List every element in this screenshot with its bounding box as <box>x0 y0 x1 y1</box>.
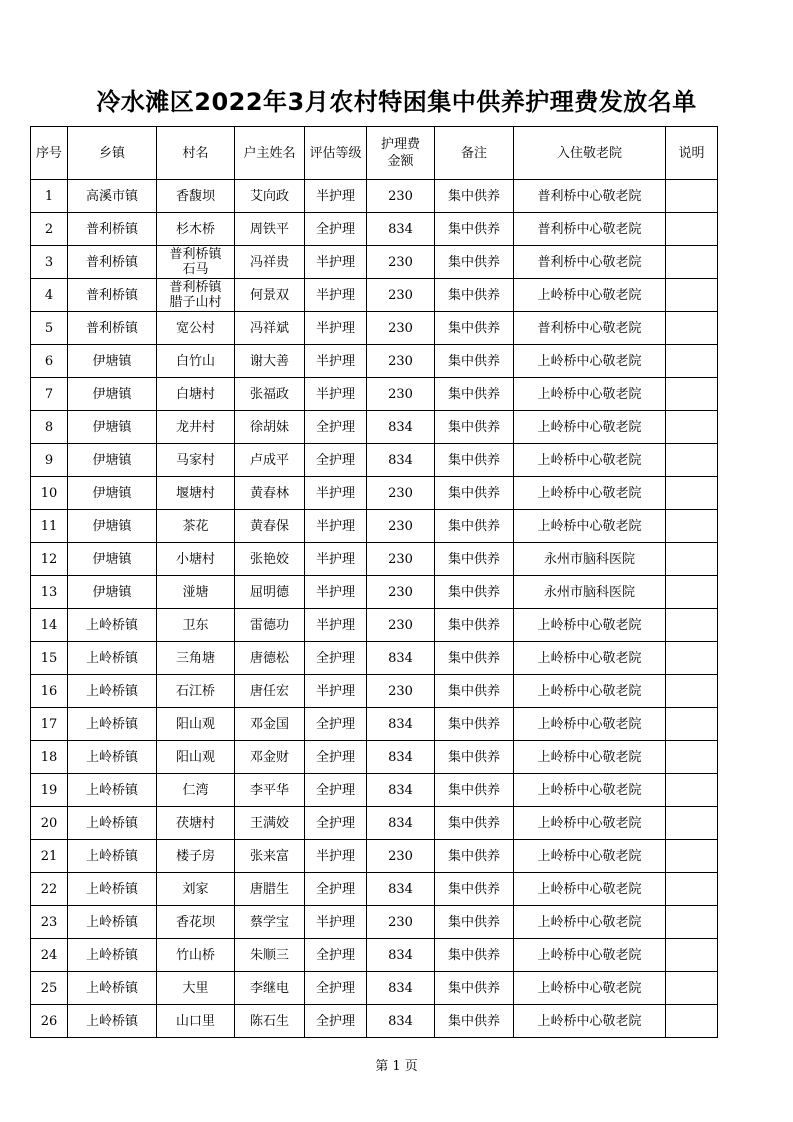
cell-householder: 唐腊生 <box>235 873 305 906</box>
cell-village: 楼子房 <box>157 840 235 873</box>
cell-care-home: 上岭桥中心敬老院 <box>514 873 666 906</box>
cell-householder: 蔡学宝 <box>235 906 305 939</box>
cell-assessment-level: 全护理 <box>305 411 367 444</box>
cell-village: 宽公村 <box>157 312 235 345</box>
cell-remarks: 集中供养 <box>435 1005 514 1038</box>
header-care-home: 入住敬老院 <box>514 127 666 180</box>
header-township: 乡镇 <box>68 127 157 180</box>
cell-village: 白竹山 <box>157 345 235 378</box>
cell-householder: 李继电 <box>235 972 305 1005</box>
cell-village: 阳山观 <box>157 708 235 741</box>
cell-township: 上岭桥镇 <box>68 972 157 1005</box>
table-row <box>31 444 718 477</box>
cell-assessment-level: 半护理 <box>305 477 367 510</box>
cell-notes <box>666 774 718 807</box>
cell-notes <box>666 213 718 246</box>
cell-assessment-level: 半护理 <box>305 906 367 939</box>
cell-care-home: 上岭桥中心敬老院 <box>514 774 666 807</box>
cell-index: 2 <box>31 213 68 246</box>
table-row <box>31 609 718 642</box>
cell-township: 上岭桥镇 <box>68 807 157 840</box>
cell-township: 上岭桥镇 <box>68 609 157 642</box>
cell-remarks: 集中供养 <box>435 378 514 411</box>
cell-index: 5 <box>31 312 68 345</box>
cell-householder: 李平华 <box>235 774 305 807</box>
cell-care-fee: 230 <box>367 543 435 576</box>
cell-notes <box>666 906 718 939</box>
cell-care-fee: 834 <box>367 642 435 675</box>
cell-township: 伊塘镇 <box>68 477 157 510</box>
cell-notes <box>666 972 718 1005</box>
cell-township: 普利桥镇 <box>68 279 157 312</box>
cell-village: 卫东 <box>157 609 235 642</box>
cell-remarks: 集中供养 <box>435 312 514 345</box>
cell-assessment-level: 半护理 <box>305 609 367 642</box>
cell-notes <box>666 477 718 510</box>
cell-assessment-level: 全护理 <box>305 708 367 741</box>
table-row <box>31 840 718 873</box>
cell-remarks: 集中供养 <box>435 642 514 675</box>
cell-householder: 黄春保 <box>235 510 305 543</box>
table-row <box>31 1005 718 1038</box>
header-householder: 户主姓名 <box>235 127 305 180</box>
cell-notes <box>666 180 718 213</box>
page-title: 冷水滩区2022年3月农村特困集中供养护理费发放名单 <box>96 88 697 116</box>
cell-householder: 冯祥斌 <box>235 312 305 345</box>
cell-township: 伊塘镇 <box>68 411 157 444</box>
cell-township: 普利桥镇 <box>68 246 157 279</box>
cell-index: 8 <box>31 411 68 444</box>
cell-index: 14 <box>31 609 68 642</box>
cell-remarks: 集中供养 <box>435 675 514 708</box>
cell-remarks: 集中供养 <box>435 411 514 444</box>
cell-township: 伊塘镇 <box>68 345 157 378</box>
cell-care-home: 上岭桥中心敬老院 <box>514 939 666 972</box>
cell-assessment-level: 全护理 <box>305 873 367 906</box>
cell-notes <box>666 279 718 312</box>
table-row <box>31 312 718 345</box>
cell-care-fee: 230 <box>367 609 435 642</box>
table-row <box>31 774 718 807</box>
cell-care-home: 上岭桥中心敬老院 <box>514 840 666 873</box>
cell-remarks: 集中供养 <box>435 906 514 939</box>
table-body <box>31 180 718 1038</box>
cell-care-fee: 230 <box>367 510 435 543</box>
cell-assessment-level: 全护理 <box>305 972 367 1005</box>
cell-index: 3 <box>31 246 68 279</box>
cell-householder: 何景双 <box>235 279 305 312</box>
table-row <box>31 510 718 543</box>
cell-care-fee: 230 <box>367 906 435 939</box>
cell-index: 16 <box>31 675 68 708</box>
cell-assessment-level: 全护理 <box>305 1005 367 1038</box>
cell-notes <box>666 807 718 840</box>
cell-remarks: 集中供养 <box>435 576 514 609</box>
cell-care-fee: 230 <box>367 246 435 279</box>
table-row <box>31 873 718 906</box>
cell-village: 刘家 <box>157 873 235 906</box>
cell-householder: 邓金财 <box>235 741 305 774</box>
cell-notes <box>666 378 718 411</box>
cell-village: 普利桥镇 石马 <box>157 246 235 279</box>
cell-householder: 周铁平 <box>235 213 305 246</box>
cell-householder: 雷德功 <box>235 609 305 642</box>
cell-householder: 卢成平 <box>235 444 305 477</box>
table-row <box>31 741 718 774</box>
cell-index: 10 <box>31 477 68 510</box>
cell-notes <box>666 840 718 873</box>
cell-notes <box>666 708 718 741</box>
cell-care-fee: 230 <box>367 675 435 708</box>
cell-notes <box>666 1005 718 1038</box>
cell-assessment-level: 全护理 <box>305 939 367 972</box>
cell-care-fee: 834 <box>367 411 435 444</box>
cell-care-home: 上岭桥中心敬老院 <box>514 378 666 411</box>
cell-notes <box>666 741 718 774</box>
cell-township: 上岭桥镇 <box>68 1005 157 1038</box>
cell-index: 22 <box>31 873 68 906</box>
cell-notes <box>666 345 718 378</box>
cell-index: 17 <box>31 708 68 741</box>
cell-village: 龙井村 <box>157 411 235 444</box>
cell-care-fee: 834 <box>367 774 435 807</box>
cell-village: 三角塘 <box>157 642 235 675</box>
cell-notes <box>666 642 718 675</box>
cell-index: 12 <box>31 543 68 576</box>
cell-notes <box>666 939 718 972</box>
cell-remarks: 集中供养 <box>435 279 514 312</box>
cell-care-home: 永州市脑科医院 <box>514 576 666 609</box>
cell-care-fee: 834 <box>367 741 435 774</box>
cell-householder: 艾向政 <box>235 180 305 213</box>
cell-householder: 谢大善 <box>235 345 305 378</box>
table-row <box>31 972 718 1005</box>
cell-householder: 邓金国 <box>235 708 305 741</box>
header-village: 村名 <box>157 127 235 180</box>
cell-care-home: 上岭桥中心敬老院 <box>514 444 666 477</box>
cell-township: 伊塘镇 <box>68 444 157 477</box>
cell-care-home: 上岭桥中心敬老院 <box>514 906 666 939</box>
cell-township: 普利桥镇 <box>68 213 157 246</box>
cell-care-home: 普利桥中心敬老院 <box>514 312 666 345</box>
cell-care-fee: 230 <box>367 378 435 411</box>
cell-village: 石江桥 <box>157 675 235 708</box>
cell-householder: 黄春林 <box>235 477 305 510</box>
cell-remarks: 集中供养 <box>435 477 514 510</box>
cell-care-home: 上岭桥中心敬老院 <box>514 510 666 543</box>
cell-care-home: 上岭桥中心敬老院 <box>514 675 666 708</box>
table-row <box>31 642 718 675</box>
cell-assessment-level: 半护理 <box>305 246 367 279</box>
cell-care-home: 上岭桥中心敬老院 <box>514 609 666 642</box>
cell-notes <box>666 609 718 642</box>
cell-village: 大里 <box>157 972 235 1005</box>
cell-township: 上岭桥镇 <box>68 708 157 741</box>
cell-township: 伊塘镇 <box>68 510 157 543</box>
cell-township: 上岭桥镇 <box>68 873 157 906</box>
cell-index: 26 <box>31 1005 68 1038</box>
cell-care-home: 普利桥中心敬老院 <box>514 180 666 213</box>
cell-householder: 屈明德 <box>235 576 305 609</box>
table-row <box>31 543 718 576</box>
cell-householder: 王满姣 <box>235 807 305 840</box>
cell-assessment-level: 全护理 <box>305 642 367 675</box>
cell-village: 小塘村 <box>157 543 235 576</box>
table-row <box>31 477 718 510</box>
care-fee-table <box>30 126 718 1038</box>
cell-notes <box>666 411 718 444</box>
cell-householder: 唐德松 <box>235 642 305 675</box>
cell-index: 23 <box>31 906 68 939</box>
cell-householder: 张福政 <box>235 378 305 411</box>
cell-index: 9 <box>31 444 68 477</box>
cell-assessment-level: 全护理 <box>305 213 367 246</box>
cell-remarks: 集中供养 <box>435 213 514 246</box>
cell-township: 上岭桥镇 <box>68 840 157 873</box>
cell-care-fee: 834 <box>367 708 435 741</box>
cell-village: 仁湾 <box>157 774 235 807</box>
cell-assessment-level: 半护理 <box>305 312 367 345</box>
cell-remarks: 集中供养 <box>435 840 514 873</box>
cell-assessment-level: 半护理 <box>305 378 367 411</box>
table-row <box>31 279 718 312</box>
cell-township: 伊塘镇 <box>68 378 157 411</box>
cell-notes <box>666 444 718 477</box>
cell-township: 上岭桥镇 <box>68 675 157 708</box>
table-row <box>31 807 718 840</box>
cell-notes <box>666 873 718 906</box>
cell-remarks: 集中供养 <box>435 345 514 378</box>
cell-care-fee: 834 <box>367 873 435 906</box>
cell-care-fee: 230 <box>367 477 435 510</box>
cell-care-home: 永州市脑科医院 <box>514 543 666 576</box>
table-row <box>31 411 718 444</box>
cell-assessment-level: 半护理 <box>305 279 367 312</box>
cell-care-home: 上岭桥中心敬老院 <box>514 345 666 378</box>
cell-assessment-level: 全护理 <box>305 774 367 807</box>
header-remarks: 备注 <box>435 127 514 180</box>
cell-care-home: 上岭桥中心敬老院 <box>514 279 666 312</box>
cell-remarks: 集中供养 <box>435 708 514 741</box>
cell-care-home: 上岭桥中心敬老院 <box>514 807 666 840</box>
cell-assessment-level: 半护理 <box>305 510 367 543</box>
table-row <box>31 180 718 213</box>
cell-village: 香馥坝 <box>157 180 235 213</box>
cell-care-home: 上岭桥中心敬老院 <box>514 642 666 675</box>
table-row <box>31 378 718 411</box>
cell-assessment-level: 半护理 <box>305 840 367 873</box>
table-row <box>31 906 718 939</box>
cell-township: 上岭桥镇 <box>68 741 157 774</box>
cell-assessment-level: 半护理 <box>305 180 367 213</box>
cell-care-fee: 230 <box>367 312 435 345</box>
cell-remarks: 集中供养 <box>435 510 514 543</box>
cell-village: 马家村 <box>157 444 235 477</box>
cell-notes <box>666 510 718 543</box>
table-header-row <box>31 127 718 180</box>
cell-index: 1 <box>31 180 68 213</box>
table-row <box>31 246 718 279</box>
cell-assessment-level: 半护理 <box>305 345 367 378</box>
cell-care-fee: 834 <box>367 807 435 840</box>
cell-index: 18 <box>31 741 68 774</box>
cell-village: 普利桥镇 腊子山村 <box>157 279 235 312</box>
cell-assessment-level: 半护理 <box>305 675 367 708</box>
cell-remarks: 集中供养 <box>435 873 514 906</box>
cell-care-home: 上岭桥中心敬老院 <box>514 708 666 741</box>
cell-village: 杉木桥 <box>157 213 235 246</box>
cell-village: 茶花 <box>157 510 235 543</box>
cell-index: 13 <box>31 576 68 609</box>
cell-remarks: 集中供养 <box>435 972 514 1005</box>
cell-index: 11 <box>31 510 68 543</box>
cell-care-fee: 834 <box>367 939 435 972</box>
cell-remarks: 集中供养 <box>435 543 514 576</box>
cell-care-home: 普利桥中心敬老院 <box>514 246 666 279</box>
cell-care-fee: 834 <box>367 444 435 477</box>
cell-township: 伊塘镇 <box>68 576 157 609</box>
cell-township: 上岭桥镇 <box>68 939 157 972</box>
cell-index: 24 <box>31 939 68 972</box>
cell-care-home: 上岭桥中心敬老院 <box>514 411 666 444</box>
header-care-fee: 护理费 金额 <box>367 127 435 180</box>
cell-village: 阳山观 <box>157 741 235 774</box>
cell-village: 山口里 <box>157 1005 235 1038</box>
cell-index: 19 <box>31 774 68 807</box>
cell-township: 普利桥镇 <box>68 312 157 345</box>
cell-index: 20 <box>31 807 68 840</box>
cell-assessment-level: 全护理 <box>305 807 367 840</box>
cell-assessment-level: 全护理 <box>305 444 367 477</box>
cell-remarks: 集中供养 <box>435 807 514 840</box>
table-row <box>31 576 718 609</box>
cell-care-fee: 834 <box>367 972 435 1005</box>
cell-care-home: 上岭桥中心敬老院 <box>514 741 666 774</box>
cell-remarks: 集中供养 <box>435 180 514 213</box>
header-assessment-level: 评估等级 <box>305 127 367 180</box>
cell-index: 4 <box>31 279 68 312</box>
page-number: 第 1 页 <box>375 1059 418 1074</box>
cell-care-fee: 834 <box>367 213 435 246</box>
cell-householder: 陈石生 <box>235 1005 305 1038</box>
cell-village: 湴塘 <box>157 576 235 609</box>
cell-village: 竹山桥 <box>157 939 235 972</box>
cell-householder: 朱顺三 <box>235 939 305 972</box>
cell-remarks: 集中供养 <box>435 246 514 279</box>
cell-village: 茯塘村 <box>157 807 235 840</box>
cell-township: 伊塘镇 <box>68 543 157 576</box>
table-row <box>31 939 718 972</box>
cell-village: 堰塘村 <box>157 477 235 510</box>
cell-notes <box>666 312 718 345</box>
header-index: 序号 <box>31 127 68 180</box>
cell-care-home: 普利桥中心敬老院 <box>514 213 666 246</box>
cell-remarks: 集中供养 <box>435 939 514 972</box>
cell-care-fee: 230 <box>367 576 435 609</box>
cell-remarks: 集中供养 <box>435 774 514 807</box>
cell-index: 21 <box>31 840 68 873</box>
cell-village: 香花坝 <box>157 906 235 939</box>
cell-householder: 徐胡妹 <box>235 411 305 444</box>
cell-householder: 冯祥贵 <box>235 246 305 279</box>
cell-assessment-level: 半护理 <box>305 543 367 576</box>
cell-care-home: 上岭桥中心敬老院 <box>514 1005 666 1038</box>
cell-township: 上岭桥镇 <box>68 906 157 939</box>
table-row <box>31 708 718 741</box>
cell-care-fee: 230 <box>367 840 435 873</box>
cell-care-fee: 834 <box>367 1005 435 1038</box>
cell-notes <box>666 543 718 576</box>
cell-index: 15 <box>31 642 68 675</box>
cell-householder: 唐任宏 <box>235 675 305 708</box>
cell-village: 白塘村 <box>157 378 235 411</box>
cell-township: 高溪市镇 <box>68 180 157 213</box>
cell-remarks: 集中供养 <box>435 741 514 774</box>
cell-care-fee: 230 <box>367 180 435 213</box>
table-row <box>31 675 718 708</box>
cell-care-fee: 230 <box>367 279 435 312</box>
cell-householder: 张艳姣 <box>235 543 305 576</box>
cell-notes <box>666 246 718 279</box>
cell-householder: 张来富 <box>235 840 305 873</box>
cell-care-home: 上岭桥中心敬老院 <box>514 477 666 510</box>
cell-index: 25 <box>31 972 68 1005</box>
cell-assessment-level: 半护理 <box>305 576 367 609</box>
table-row <box>31 213 718 246</box>
cell-assessment-level: 全护理 <box>305 741 367 774</box>
cell-index: 7 <box>31 378 68 411</box>
cell-notes <box>666 675 718 708</box>
cell-index: 6 <box>31 345 68 378</box>
header-notes: 说明 <box>666 127 718 180</box>
table-row <box>31 345 718 378</box>
cell-care-fee: 230 <box>367 345 435 378</box>
cell-remarks: 集中供养 <box>435 609 514 642</box>
cell-township: 上岭桥镇 <box>68 774 157 807</box>
cell-care-home: 上岭桥中心敬老院 <box>514 972 666 1005</box>
cell-township: 上岭桥镇 <box>68 642 157 675</box>
cell-notes <box>666 576 718 609</box>
cell-remarks: 集中供养 <box>435 444 514 477</box>
